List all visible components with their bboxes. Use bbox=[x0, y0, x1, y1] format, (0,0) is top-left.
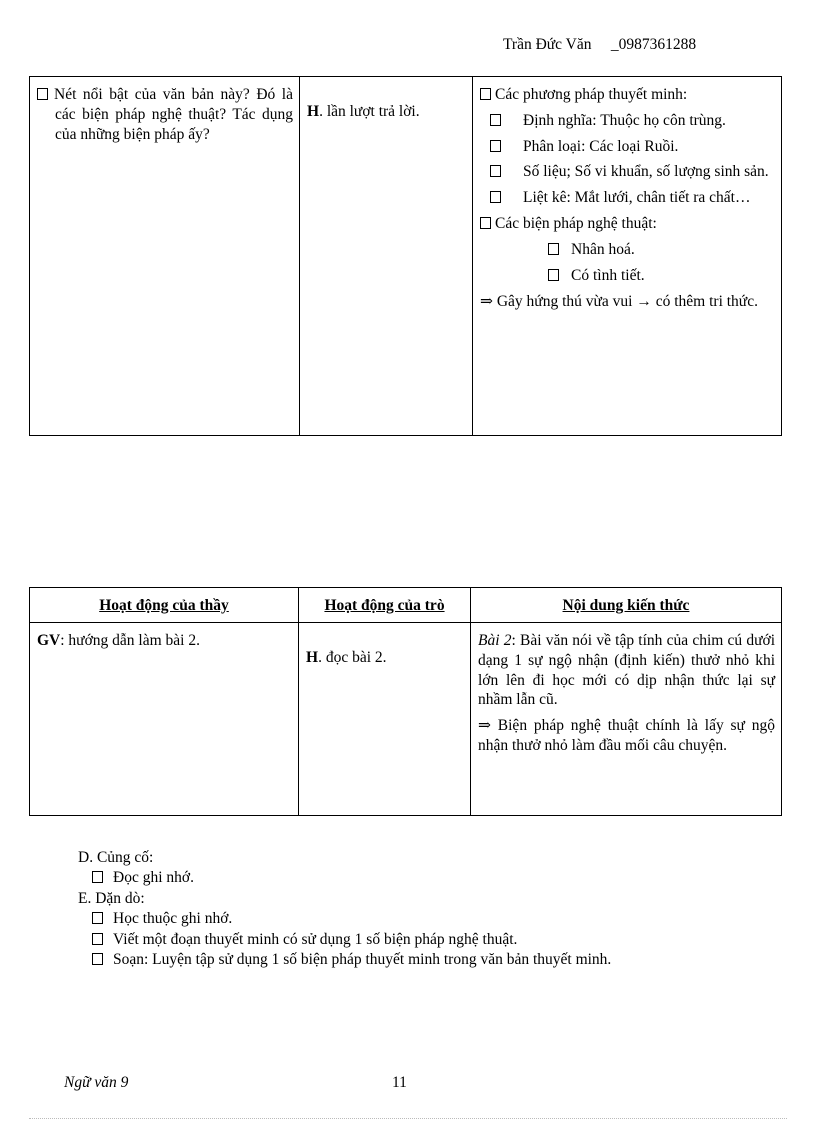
teacher-question: Nét nổi bật của văn bản này? Đó là các biện pháp nghệ thuật? Tác dụng của những biện pháp ấy? bbox=[37, 85, 293, 144]
footer-subject: Ngữ văn 9 bbox=[64, 1074, 129, 1091]
list-item: Viết một đoạn thuyết minh có sử dụng 1 số biện pháp nghệ thuật. bbox=[78, 930, 611, 950]
conclusion: ⇒ Gây hứng thú vừa vui → có thêm tri thức. bbox=[480, 292, 758, 310]
list-item: Liệt kê: Mắt lưới, chân tiết ra chất… bbox=[480, 188, 775, 208]
list-item: Có tình tiết. bbox=[480, 266, 775, 286]
list-item: Nhân hoá. bbox=[480, 240, 775, 260]
teacher-activity: GV: hướng dẫn làm bài 2. bbox=[37, 632, 200, 649]
checkbox-bullet-icon bbox=[37, 88, 48, 100]
student-activity: H. đọc bài 2. bbox=[306, 649, 387, 666]
column-header-teacher: Hoạt động của thầy bbox=[30, 588, 299, 623]
student-cell bbox=[300, 77, 473, 436]
list-item: Đọc ghi nhớ. bbox=[78, 868, 611, 888]
list-item: Định nghĩa: Thuộc họ côn trùng. bbox=[480, 111, 775, 131]
checkbox-bullet-icon bbox=[92, 933, 103, 945]
conclusion: ⇒ Biện pháp nghệ thuật chính là lấy sự ngộ nhận thưở nhỏ làm đầu mối câu chuyện. bbox=[478, 717, 775, 755]
content-cell bbox=[473, 77, 782, 436]
checkbox-bullet-icon bbox=[548, 243, 559, 255]
checkbox-bullet-icon bbox=[490, 140, 501, 152]
checkbox-bullet-icon bbox=[92, 912, 103, 924]
teacher-cell bbox=[30, 77, 300, 436]
methods-title: Các phương pháp thuyết minh: bbox=[480, 85, 775, 105]
checkbox-bullet-icon bbox=[92, 953, 103, 965]
student-activity: H. lần lượt trả lời. bbox=[307, 103, 420, 120]
column-header-student: Hoạt động của trò bbox=[299, 588, 471, 623]
student-cell bbox=[299, 623, 471, 816]
table-row bbox=[30, 77, 782, 436]
author-name: Trần Đức Văn bbox=[503, 36, 592, 53]
table-header-row bbox=[30, 588, 782, 623]
teacher-cell bbox=[30, 623, 299, 816]
list-item: Soạn: Luyện tập sử dụng 1 số biện pháp thuyết minh trong văn bản thuyết minh. bbox=[78, 950, 611, 970]
checkbox-bullet-icon bbox=[480, 88, 491, 100]
checkbox-bullet-icon bbox=[548, 269, 559, 281]
author-phone: _0987361288 bbox=[610, 36, 697, 53]
list-item: Số liệu; Số vi khuẩn, số lượng sinh sản. bbox=[480, 162, 775, 182]
content-cell bbox=[471, 623, 782, 816]
exercise-description: Bài 2: Bài văn nói về tập tính của chim cú dưới dạng 1 sự ngộ nhận (định kiến) thưở nhỏ khi lớn lên đi học mới có dịp nhận thức lại sự nhầm lẫn cũ. bbox=[478, 632, 775, 709]
lesson-table-2 bbox=[29, 587, 782, 816]
checkbox-bullet-icon bbox=[490, 165, 501, 177]
checkbox-bullet-icon bbox=[480, 217, 491, 229]
section-e-title: E. Dặn dò: bbox=[78, 889, 145, 907]
table-row bbox=[30, 623, 782, 816]
footer-divider bbox=[29, 1118, 787, 1119]
list-item: Học thuộc ghi nhớ. bbox=[78, 909, 611, 929]
footer-page-number: 11 bbox=[392, 1074, 407, 1091]
section-d-title: D. Củng cố: bbox=[78, 849, 154, 866]
lesson-table-1 bbox=[29, 76, 782, 436]
column-header-content: Nội dung kiến thức bbox=[471, 588, 782, 623]
checkbox-bullet-icon bbox=[490, 114, 501, 126]
list-item: Phân loại: Các loại Ruồi. bbox=[480, 137, 775, 157]
checkbox-bullet-icon bbox=[92, 871, 103, 883]
review-section bbox=[78, 848, 611, 971]
arts-title: Các biện pháp nghệ thuật: bbox=[480, 214, 775, 234]
checkbox-bullet-icon bbox=[490, 191, 501, 203]
page-header bbox=[503, 35, 696, 55]
